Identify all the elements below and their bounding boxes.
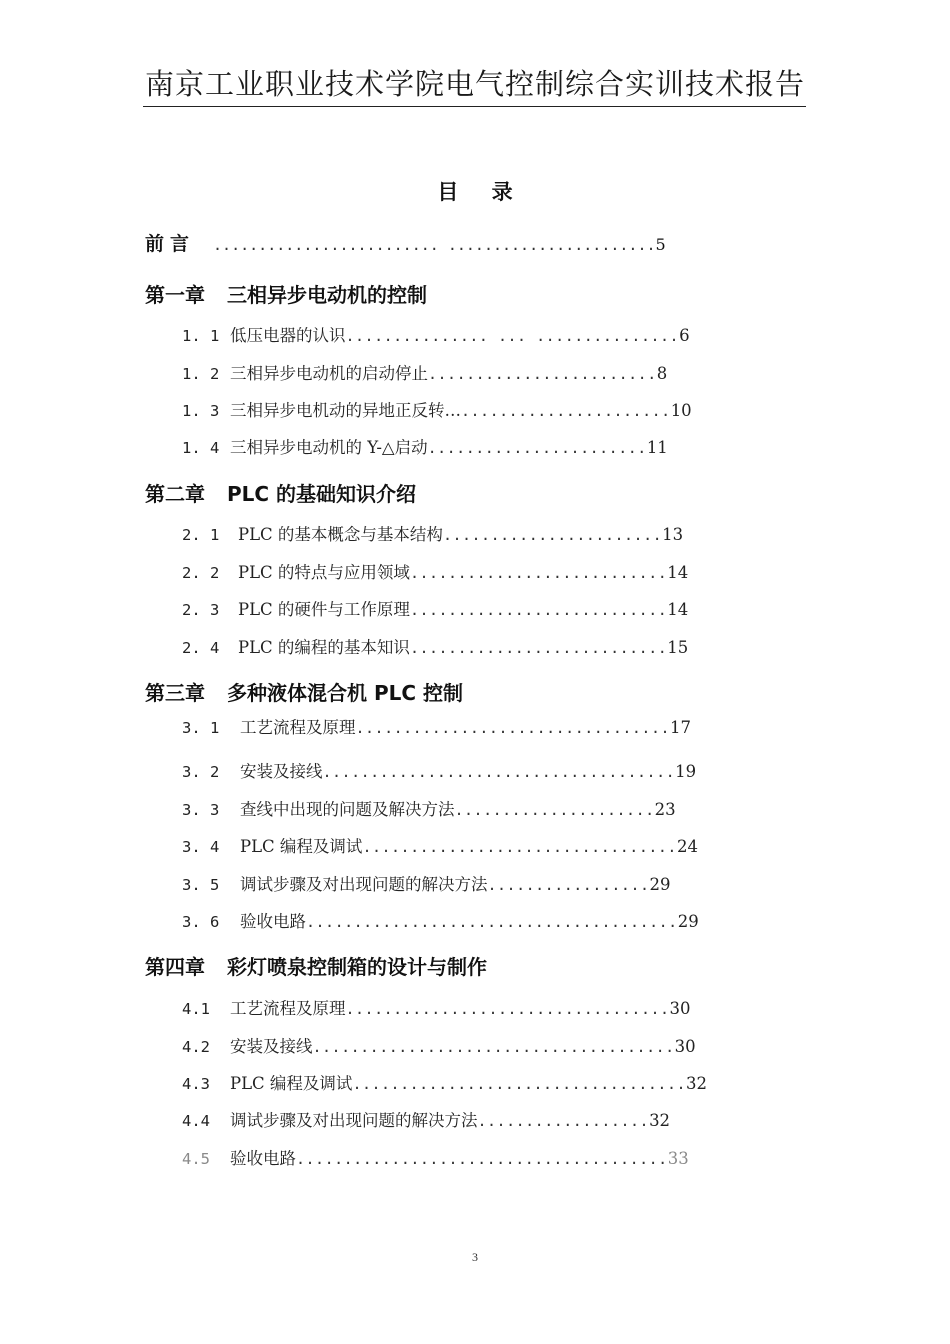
entry-title: 三相异步电机动的异地正反转… [230,401,461,420]
entry-number: 1. 1 [182,327,220,345]
toc-entry[interactable] [182,322,690,346]
page-ref: 32 [649,1111,671,1130]
preface-label: 前言 [145,233,196,255]
entry-number: 3. 6 [182,913,220,931]
page-ref: 5 [655,235,666,254]
toc-entry[interactable] [182,995,691,1019]
chapter-title: 多种液体混合机 PLC 控制 [227,681,464,705]
page-ref: 15 [667,638,689,657]
toc-entry[interactable] [182,521,683,545]
page-number: 3 [472,1250,478,1264]
page-ref: 30 [674,1037,696,1056]
entry-number: 1. 3 [182,402,220,420]
leader-dots: ....................................... [296,1150,668,1168]
entry-number: 2. 2 [182,564,220,582]
chapter-heading-1[interactable] [145,279,427,308]
page-ref: 10 [670,401,692,420]
page-ref: 14 [667,600,689,619]
leader-dots: ......................... ....................... [213,236,656,254]
entry-number: 2. 4 [182,639,220,657]
entry-title: 工艺流程及原理 [240,718,356,737]
page-ref: 14 [667,563,689,582]
chapter-number: 第三章 [145,681,205,705]
toc-entry[interactable] [182,434,668,458]
page-ref: 6 [679,326,690,345]
chapter-heading-3[interactable] [145,677,463,706]
chapter-heading-2[interactable] [145,478,416,507]
leader-dots: ..................... [454,801,655,819]
toc-entry[interactable] [182,559,688,583]
entry-number: 3. 2 [182,763,220,781]
entry-title: 安装及接线 [230,1037,313,1056]
leader-dots: ....................... [427,439,647,457]
toc-entry[interactable] [182,714,691,738]
entry-number: 3. 3 [182,801,220,819]
entry-number: 4.5 [182,1150,210,1168]
leader-dots: ........................... [409,564,668,582]
page-ref: 33 [667,1149,689,1168]
entry-number: 4.4 [182,1112,210,1130]
entry-title: PLC 的基本概念与基本结构 [238,525,443,544]
entry-number: 1. 4 [182,439,220,457]
leader-dots: ................................. [355,719,671,737]
toc-entry[interactable] [182,1145,689,1169]
header-divider [143,106,806,107]
toc-entry[interactable] [182,397,692,421]
entry-title: 调试步骤及对出现问题的解决方法 [230,1111,478,1130]
page-ref: 30 [669,999,691,1018]
leader-dots: .................. [477,1112,650,1130]
toc-entry[interactable] [182,871,671,895]
entry-number: 4.2 [182,1038,210,1056]
leader-dots: ...................................... [312,1038,675,1056]
entry-title: PLC 编程及调试 [230,1074,353,1093]
chapter-number: 第一章 [145,283,205,307]
toc-entry[interactable] [182,1033,696,1057]
leader-dots: ........................... [409,639,668,657]
entry-title: PLC 的硬件与工作原理 [238,600,410,619]
page-ref: 13 [662,525,684,544]
chapter-heading-4[interactable] [145,951,487,980]
toc-entry[interactable] [182,1070,707,1094]
entry-number: 3. 5 [182,876,220,894]
entry-title: 低压电器的认识 [230,326,346,345]
entry-title: 工艺流程及原理 [230,999,346,1018]
entry-title: PLC 的编程的基本知识 [238,638,410,657]
entry-title: 安装及接线 [240,762,323,781]
page-ref: 29 [677,912,699,931]
toc-preface[interactable] [145,229,666,256]
leader-dots: ................. [487,876,650,894]
leader-dots: ............... ... ............... [345,327,680,345]
entry-title: 查线中出现的问题及解决方法 [240,800,455,819]
leader-dots: ................................... [352,1075,687,1093]
toc-entry[interactable] [182,1107,670,1131]
page-ref: 11 [646,438,668,457]
toc-entry[interactable] [182,360,667,384]
entry-number: 2. 1 [182,526,220,544]
toc-entry[interactable] [182,596,688,620]
entry-number: 2. 3 [182,601,220,619]
entry-title: PLC 的特点与应用领域 [238,563,410,582]
entry-title: 调试步骤及对出现问题的解决方法 [240,875,488,894]
report-header-title: 南京工业职业技术学院电气控制综合实训技术报告 [145,67,806,101]
toc-title: 目 录 [437,180,513,204]
page-ref: 24 [676,837,698,856]
leader-dots: ....................... [442,526,663,544]
leader-dots: .................................. [345,1000,670,1018]
chapter-number: 第二章 [145,482,205,506]
chapter-title: 彩灯喷泉控制箱的设计与制作 [227,955,487,979]
entry-number: 3. 1 [182,719,220,737]
leader-dots: ..................................... [322,763,676,781]
page-ref: 17 [670,718,692,737]
toc-entry[interactable] [182,796,676,820]
chapter-number: 第四章 [145,955,205,979]
entry-title: 验收电路 [230,1149,296,1168]
page-ref: 19 [675,762,697,781]
entry-title: 三相异步电动机的启动停止 [230,364,428,383]
page-ref: 8 [656,364,668,383]
entry-title: PLC 编程及调试 [240,837,363,856]
page-ref: 29 [649,875,671,894]
leader-dots: ........................... [409,601,668,619]
toc-entry[interactable] [182,908,699,932]
entry-number: 4.3 [182,1075,210,1093]
entry-title: 三相异步电动机的 Y-△启动 [230,438,428,457]
page-ref: 32 [686,1074,708,1093]
toc-entry[interactable] [182,833,698,857]
entry-number: 4.1 [182,1000,210,1018]
leader-dots: ....................................... [306,913,678,931]
toc-entry[interactable] [182,634,688,658]
page-ref: 23 [654,800,676,819]
chapter-title: PLC 的基础知识介绍 [227,482,417,506]
leader-dots: ...................... [461,402,671,420]
leader-dots: ........................ [428,365,657,383]
leader-dots: ................................. [362,838,677,856]
chapter-title: 三相异步电动机的控制 [227,283,427,307]
toc-entry[interactable] [182,758,696,782]
entry-number: 1. 2 [182,365,220,383]
entry-title: 验收电路 [240,912,306,931]
entry-number: 3. 4 [182,838,220,856]
